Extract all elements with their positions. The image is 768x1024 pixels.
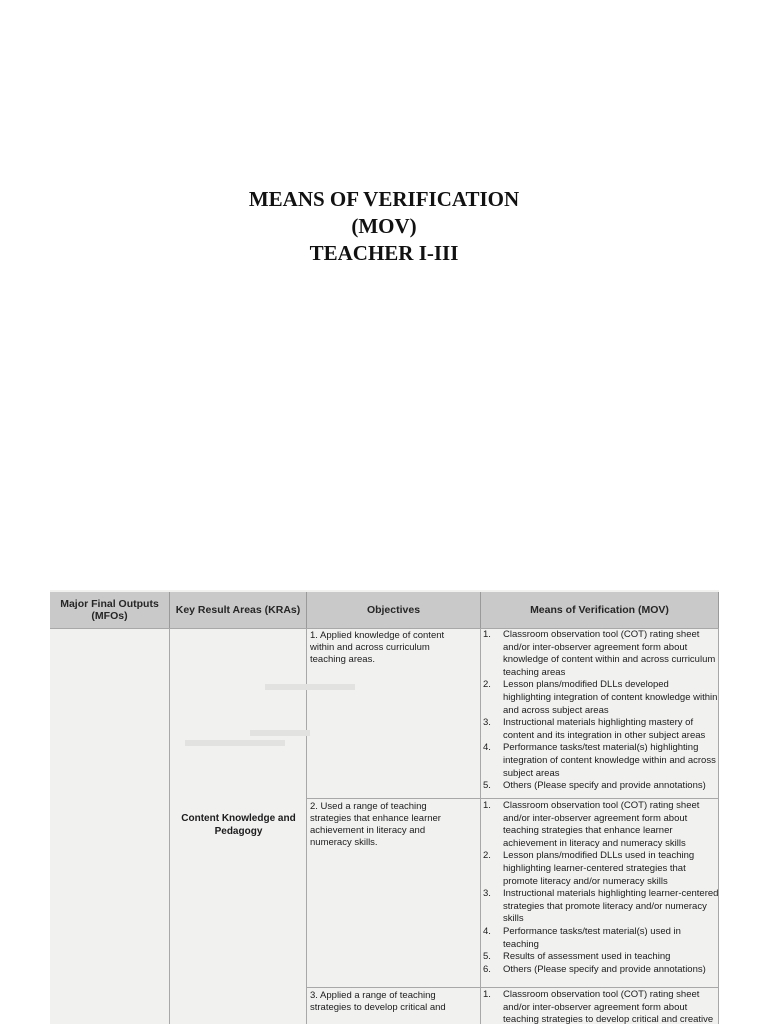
- list-item: 4. Performance tasks/test material(s) highlighting integration of content knowledge within and across subject areas: [483, 742, 716, 779]
- objective-3: 3. Applied a range of teaching strategies to develop critical and: [310, 990, 446, 1013]
- list-item: 1. Classroom observation tool (COT) rating sheet and/or inter-observer agreement form about knowledge of content within and across curriculum teaching areas: [483, 629, 716, 678]
- kra-content-knowledge: Content Knowledge and Pedagogy: [181, 813, 296, 837]
- title-line-1: MEANS OF VERIFICATION: [248, 187, 520, 211]
- mov-table-scan: [50, 590, 719, 1024]
- objective-2: 2. Used a range of teaching strategies that enhance learner achievement in literacy and numeracy skills.: [310, 801, 441, 848]
- list-item: 4. Performance tasks/test material(s) used in teaching: [483, 925, 681, 950]
- mov-list-2: [483, 800, 719, 976]
- mov-list-3: [483, 989, 719, 1024]
- list-item: 3. Instructional materials highlighting mastery of content and its integration in other subject areas: [483, 717, 706, 741]
- list-item: 3. Instructional materials highlighting learner-centered strategies that promote literacy and/or numeracy skills: [483, 888, 719, 925]
- list-item: 5. Results of assessment used in teaching: [483, 951, 671, 963]
- mov-list-1: [483, 629, 719, 793]
- objective-1: 1. Applied knowledge of content within and across curriculum teaching areas.: [310, 630, 445, 665]
- list-item: 2. Lesson plans/modified DLLs used in teaching highlighting learner-centered strategies that promote literacy and/or numeracy skills: [483, 850, 695, 887]
- scan-smudge: [265, 684, 355, 690]
- scan-smudge: [185, 740, 285, 746]
- list-item: 6. Others (Please specify and provide annotations): [483, 963, 706, 975]
- header-mfo: Major Final Outputs (MFOs): [50, 592, 170, 628]
- header-objectives: Objectives: [307, 592, 481, 628]
- scan-smudge: [250, 730, 310, 736]
- column-divider: [480, 628, 481, 1024]
- row-divider: [306, 798, 719, 799]
- title-line-3: TEACHER I-III: [309, 241, 459, 265]
- row-divider: [306, 987, 719, 988]
- header-kra: Key Result Areas (KRAs): [170, 592, 307, 628]
- list-item: 5. Others (Please specify and provide annotations): [483, 780, 706, 792]
- title-line-2: (MOV): [351, 214, 417, 238]
- list-item: 2. Lesson plans/modified DLLs developed highlighting integration of content knowledge within and across subject areas: [483, 679, 718, 716]
- list-item: 1. Classroom observation tool (COT) rating sheet and/or inter-observer agreement form about teaching strategies to develop critical and creative: [483, 989, 714, 1024]
- document-title: [0, 186, 768, 267]
- header-mov: Means of Verification (MOV): [481, 592, 719, 628]
- list-item: 1. Classroom observation tool (COT) rating sheet and/or inter-observer agreement form about teaching strategies that enhance learner achievement in literacy and numeracy skills: [483, 800, 700, 849]
